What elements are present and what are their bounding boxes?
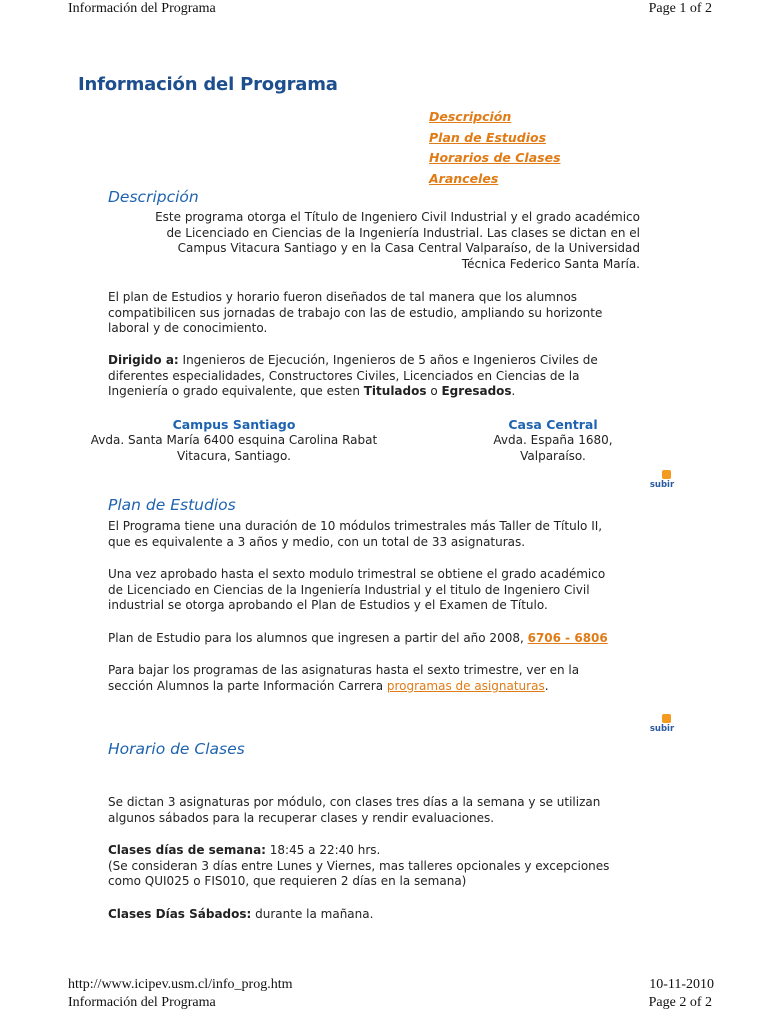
plan-paragraph-2 [108,567,653,614]
paragraph-line: El Programa tiene una duración de 10 módulos trimestrales más Taller de Título II, [108,519,603,533]
toc-link-horarios[interactable]: Horarios de Clases [429,150,561,166]
address-line: Vitacura, Santiago. [177,448,291,463]
address-line: Avda. Santa María 6400 esquina Carolina Rabat [90,433,378,447]
dirigido-connector: o [426,384,442,399]
descripcion-heading: Descripción [108,188,199,206]
campus-central [462,417,644,464]
semana-note: como QUI025 o FIS010, que requieren 2 días en la semana) [108,874,467,889]
plan-6706-6806-link[interactable]: 6706 - 6806 [527,631,608,645]
descripcion-intro-line: Técnica Federico Santa María. [461,256,640,271]
toc-link-aranceles[interactable]: Aranceles [429,170,499,186]
paragraph-line: industrial se otorga aprobando el Plan de Estudios y el Examen de Título. [108,598,548,613]
scroll-top-icon [662,714,671,723]
scroll-top-icon [662,470,671,479]
egresados-label: Egresados [441,384,512,399]
semana-value: 18:45 a 22:40 hrs. [265,843,381,857]
print-header-title: Información del Programa [68,1,216,16]
descripcion-intro-line: Este programa otorga el Título de Ingeniero Civil Industrial y el grado académico [155,210,640,224]
print-header-page: Page 1 of 2 [648,1,712,16]
plan-paragraph-1 [108,519,653,550]
campus-santiago-address [78,433,390,464]
titulados-label: Titulados [363,384,427,399]
dirigido-text: Ingenieros de Ejecución, Ingenieros de 5 años e Ingenieros Civiles de [178,353,598,367]
sabado-value: durante la mañana. [251,907,374,921]
toc-link-descripcion[interactable]: Descripción [429,109,512,124]
paragraph-line: que es equivalente a 3 años y medio, con un total de 33 asignaturas. [108,534,526,549]
dirigido-period: . [511,384,516,399]
campus-santiago-name: Campus Santiago [172,417,296,432]
plan-heading: Plan de Estudios [108,496,236,514]
descripcion-paragraph [108,290,648,337]
address-line: Valparaíso. [520,448,586,463]
descripcion-intro-line: de Licenciado en Ciencias de la Ingeniería Industrial. Las clases se dictan en el [166,225,640,240]
paragraph-line: sección Alumnos la parte Información Carrera [108,678,387,693]
page-title: Información del Programa [78,74,338,95]
toc-link-plan-estudios[interactable]: Plan de Estudios [429,129,547,145]
print-footer-url: http://www.icipev.usm.cl/info_prog.htm [68,977,293,992]
horario-heading: Horario de Clases [108,740,245,758]
subir-button[interactable] [648,714,676,734]
print-footer-page: Page 2 of 2 [648,995,712,1010]
dirigido-paragraph [108,353,648,400]
paragraph-line: de Licenciado en Ciencias de la Ingeniería Industrial y el titulo de Ingeniero Civil [108,582,590,597]
dirigido-text: diferentes especialidades, Constructores Civiles, Licenciados en Ciencias de la [108,368,580,383]
print-footer-date: 10-11-2010 [649,977,714,992]
paragraph-line: Una vez aprobado hasta el sexto modulo trimestral se obtiene el grado académico [108,567,606,581]
paragraph-line: Para bajar los programas de las asignaturas hasta el sexto trimestre, ver en la [108,663,580,677]
paragraph-line: algunos sábados para la recuperar clases y rendir evaluaciones. [108,810,495,825]
paragraph-line: laboral y de conocimiento. [108,321,268,336]
paragraph-period: . [544,678,549,693]
print-footer-title: Información del Programa [68,995,216,1010]
subir-label: subir [649,724,675,734]
dirigido-label: Dirigido a: [108,353,179,367]
campus-central-address [462,433,644,464]
subir-button[interactable] [648,470,676,490]
sabado-label: Clases Días Sábados: [108,907,252,921]
dirigido-text: Ingeniería o grado equivalente, que esten [108,384,364,399]
paragraph-line: Se dictan 3 asignaturas por módulo, con clases tres días a la semana y se utilizan [108,795,601,809]
plan-paragraph-4 [108,663,668,694]
subir-label: subir [649,480,675,490]
toc-nav [429,106,561,188]
campus-santiago [78,417,390,464]
plan-year-text: Plan de Estudio para los alumnos que ingresen a partir del año 2008, [108,631,528,645]
address-line: Avda. España 1680, [493,433,613,447]
descripcion-intro [108,210,640,272]
paragraph-line: El plan de Estudios y horario fueron diseñados de tal manera que los alumnos [108,290,578,304]
horario-paragraph-1 [108,795,653,826]
descripcion-intro-line: Campus Vitacura Santiago y en la Casa Central Valparaíso, de la Universidad [177,241,640,256]
plan-paragraph-3 [108,631,668,647]
semana-label: Clases días de semana: [108,843,266,857]
horario-semana [108,843,668,890]
campus-central-name: Casa Central [508,417,598,432]
paragraph-line: compatibilicen sus jornadas de trabajo con las de estudio, ampliando su horizonte [108,305,603,320]
horario-sabado [108,907,668,923]
programas-asignaturas-link[interactable]: programas de asignaturas [386,678,545,693]
semana-note: (Se consideran 3 días entre Lunes y Viernes, mas talleres opcionales y excepciones [108,858,610,873]
